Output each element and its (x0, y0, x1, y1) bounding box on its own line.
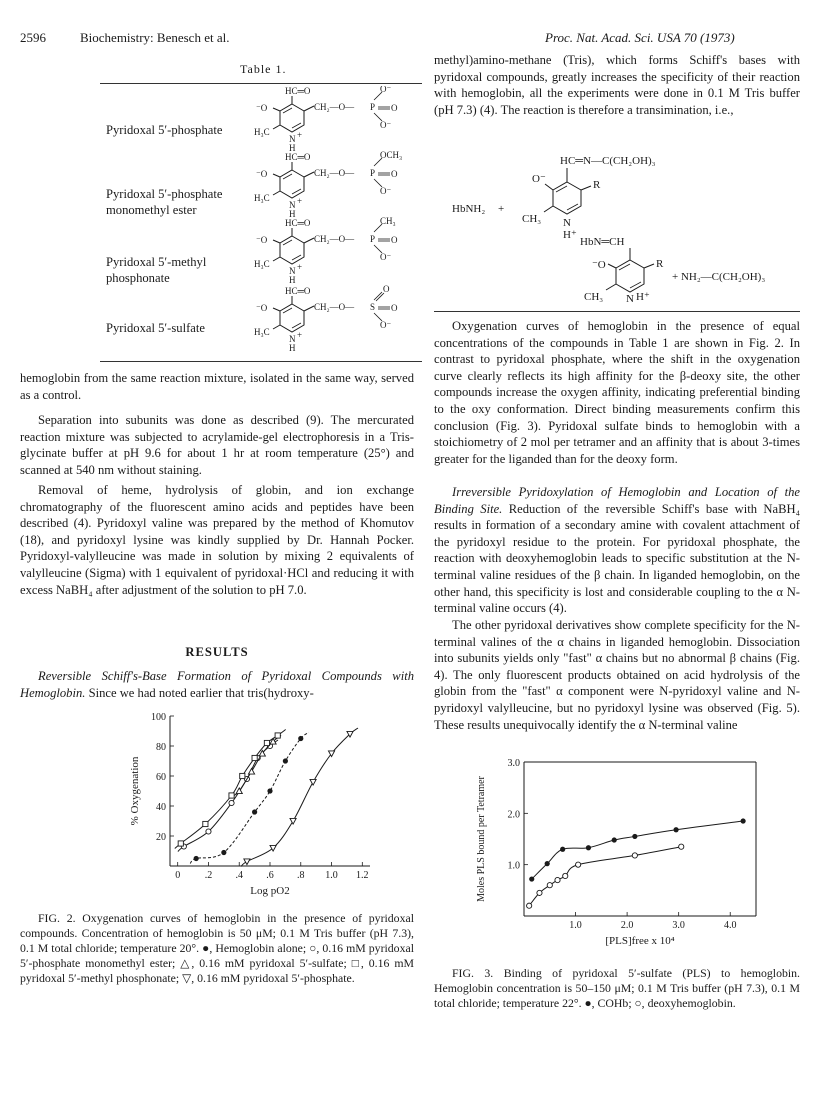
fig3-point-s0-2 (560, 847, 565, 852)
svg-text:P: P (370, 102, 376, 112)
compound-name-2: Pyridoxal 5′-phosphate monomethyl ester (106, 187, 223, 217)
svg-text:CH₂—O—: CH₂—O— (314, 102, 355, 112)
fig3-point-s0-0 (529, 876, 534, 881)
svg-text:N: N (289, 334, 296, 344)
svg-text:H⁺: H⁺ (636, 291, 650, 303)
svg-text:P: P (370, 234, 376, 244)
fig3-x-tick-label: 4.0 (723, 920, 737, 931)
fig2-point-s3-5 (264, 740, 269, 745)
fig3-x-tick-label: 1.0 (569, 920, 582, 931)
fig3-series-line-1 (529, 847, 681, 906)
compound-name-4: Pyridoxal 5′-sulfate (106, 321, 205, 335)
fig2-series-line-4 (241, 728, 358, 867)
svg-text:P: P (370, 168, 376, 178)
svg-text:O: O (391, 169, 398, 179)
table-structures (252, 86, 422, 358)
svg-text:HC═O: HC═O (285, 86, 311, 96)
fig3-point-s1-1 (537, 890, 542, 895)
svg-text:CH₂—O—: CH₂—O— (314, 302, 355, 312)
fig2-point-s0-5 (298, 736, 303, 741)
fig2-y-tick-label: 20 (156, 832, 166, 843)
left-paragraph-3: Removal of heme, hydrolysis of globin, and ion exchange chromatography of the fluorescent amino acids and peptides have been described (4). Pyridoxyl valine was prepared by the method of Khomutov (18), and pyridoxyl lysine was kindly supplied by Dr. Hannah Pocker. Pyridoxyl-valylleucine was made in solution by mixing 2 equivalents of valylleucine (Sigma) with 1 equivalent of pyridoxal·HCl and reducing it with excess NaBH₄ after adjustment of the solution to pH 7.0. (20, 483, 414, 597)
figure-2-caption: FIG. 2. Oxygenation curves of hemoglobin in the presence of pyridoxal compounds. Concentration of hemoglobin is 50 μM; 0.1 M Tris buffer (pH 7.3), 0.1 M total chloride; temperature 20°. ●, Hemoglobin alone; ○, 0.16 mM pyridoxal 5′-phosphate monomethyl ester; △, 0.16 mM pyridoxal 5′-sulfate; □, 0.16 mM pyridoxal 5′-methyl phosphonate; ▽, 0.16 mM pyridoxal 5′-phosphate. (20, 911, 414, 985)
running-title: Biochemistry: Benesch et al. (80, 30, 230, 45)
structure-monomethyl-ester (254, 150, 402, 219)
structure-methyl-phosphonate (254, 216, 398, 285)
fig3-y-tick-label: 3.0 (507, 758, 520, 769)
right-paragraph-3 (434, 484, 800, 617)
svg-text:CH₃: CH₃ (584, 291, 604, 303)
svg-text:⁻O: ⁻O (592, 259, 606, 271)
fig2-point-s0-3 (267, 788, 272, 793)
schiff-base-label: HC═N—C(CH₂OH)₃ (560, 155, 656, 167)
fig3-point-s0-5 (632, 834, 637, 839)
table-rule-bottom (100, 361, 422, 362)
fig2-point-s3-2 (229, 793, 234, 798)
fig2-x-tick-label: .8 (297, 870, 305, 881)
svg-text:O: O (391, 303, 398, 313)
svg-text:H: H (289, 209, 296, 219)
fig2-point-s4-0 (244, 859, 250, 865)
left-paragraph-2: Separation into subunits was done as described (9). The mercurated reaction mixture was subjected to acrylamide-gel electrophoresis in a Tris-glycinate buffer at pH 9.6 for about 1 hr at room temperature (25°) and scanned at 540 nm without staining. (20, 413, 414, 477)
right-paragraph-3-text: Reduction of the reversible Schiff's base with NaBH₄ results in formation of a secondary amine with covalent attachment of the pyridoxyl residue to the protein. For pyridoxal phosphate, the reaction with deoxyhemoglobin leads to specific substitution at the N-terminal valine residues of the β chain. In liganded hemoglobin, on the other hand, this specificity is lost and considerable coupling to the α N-terminal valine occurs (4). (434, 501, 800, 616)
fig3-x-tick-label: 3.0 (672, 920, 685, 931)
svg-text:O⁻: O⁻ (532, 173, 546, 185)
svg-text:⁻O: ⁻O (256, 103, 268, 113)
fig2-marks (175, 728, 358, 867)
table-title: Table 1. (240, 62, 287, 76)
fig3-x-axis-label: [PLS]free x 10⁴ (605, 935, 675, 947)
right-paragraph-4: The other pyridoxal derivatives show complete specificity for the N-terminal valines of the α chains in liganded hemoglobin. Dissociation into subunits yields only "fast" α chains but no abnormal β chains (Fig. 4). The only fluorescent products obtained on acid hydrolysis of the globin from the "fast" α component were N-pyridoxyl valine and N-pyridoxyl valylleucine, but no pyridoxyl lysine was observed (Fig. 5). These results unequivocally identify the α N-terminal valine (434, 618, 800, 732)
fig3-point-s1-0 (527, 903, 532, 908)
fig2-x-axis-label: Log pO2 (250, 885, 290, 897)
results-subheading-2: Irreversible Pyridoxylation of Hemoglobin and Location of the Binding Site. (434, 485, 800, 516)
product-schiff-label: HbN═CH (580, 236, 625, 248)
fig3-axes (508, 758, 757, 931)
fig2-point-s0-2 (252, 809, 257, 814)
svg-text:CH₂—O—: CH₂—O— (314, 234, 355, 244)
svg-text:HC═O: HC═O (285, 218, 311, 228)
svg-text:H₃C: H₃C (254, 259, 270, 269)
reaction-rule (434, 311, 800, 312)
fig3-marks (527, 818, 746, 908)
svg-text:O: O (391, 235, 398, 245)
svg-text:H: H (289, 343, 296, 353)
svg-text:H₃C: H₃C (254, 193, 270, 203)
results-heading: RESULTS (185, 645, 249, 659)
journal-citation: Proc. Nat. Acad. Sci. USA 70 (1973) (545, 30, 735, 45)
fig3-point-s1-3 (555, 877, 560, 882)
right-paragraph-1: methyl)amino-methane (Tris), which forms Schiff's bases with pyridoxal compounds, greatly increases the specificity of their reaction with hemoglobin, all the experiments were done in 0.1 M Tris buffer (pH 7.3) (4). The reaction is therefore a transimination, i.e., (434, 53, 800, 117)
plus-sign: + (498, 203, 505, 215)
structure-sulfate (254, 284, 398, 353)
svg-text:HC═O: HC═O (285, 152, 311, 162)
fig2-series-line-0 (190, 733, 309, 864)
table-rule-top (100, 83, 422, 84)
fig2-x-tick-label: .2 (204, 870, 213, 881)
svg-text:H₃C: H₃C (254, 327, 270, 337)
svg-text:+: + (297, 330, 303, 340)
fig2-point-s1-1 (206, 829, 211, 834)
svg-text:+: + (297, 196, 303, 206)
fig2-point-s1-2 (229, 800, 234, 805)
results-subheading-1: Reversible Schiff's-Base Formation of Pyridoxal Compounds with Hemoglobin. (20, 669, 414, 700)
structure-pyridoxal-phosphate (254, 86, 398, 153)
left-paragraph-4-text: Since we had noted earlier that tris(hydroxy- (85, 685, 314, 700)
svg-text:O⁻: O⁻ (380, 186, 392, 196)
fig3-point-s1-4 (563, 873, 568, 878)
fig2-x-tick-label: .4 (235, 870, 243, 881)
fig2-x-tick-label: .6 (266, 870, 274, 881)
svg-text:N: N (563, 217, 571, 229)
figure-2-chart (124, 704, 380, 904)
svg-text:O: O (383, 284, 390, 294)
page-number: 2596 (20, 30, 46, 45)
fig3-y-axis-label: Moles PLS bound per Tetramer (476, 776, 487, 902)
svg-text:OCH₃: OCH₃ (380, 150, 403, 160)
fig2-series-line-2 (233, 736, 281, 797)
svg-text:O⁻: O⁻ (380, 120, 392, 130)
reactant-hbnh2: HbNH₂ (452, 203, 486, 215)
tris-product-label: + NH₂—C(CH₂OH)₃ (672, 271, 766, 283)
fig2-y-axis-label: % Oxygenation (129, 756, 141, 826)
svg-text:+: + (297, 262, 303, 272)
svg-text:+: + (297, 130, 303, 140)
svg-text:N: N (289, 200, 296, 210)
figure-3-chart (470, 752, 770, 958)
fig2-y-tick-label: 60 (156, 772, 166, 783)
compound-name-3: Pyridoxal 5′-methyl phosphonate (106, 255, 207, 285)
fig3-point-s0-6 (673, 827, 678, 832)
fig2-y-tick-label: 80 (156, 742, 166, 753)
left-paragraph-1: hemoglobin from the same reaction mixture, isolated in the same way, served as a control. (20, 371, 414, 402)
svg-text:CH₃: CH₃ (522, 213, 542, 225)
fig3-point-s0-7 (741, 818, 746, 823)
fig2-y-tick-label: 40 (156, 802, 166, 813)
svg-text:N: N (289, 266, 296, 276)
reactant-pyridine-ring (553, 182, 581, 214)
fig2-point-s3-3 (240, 773, 245, 778)
svg-text:H: H (289, 143, 296, 153)
fig3-point-s0-1 (545, 861, 550, 866)
fig2-x-tick-label: 1.0 (325, 870, 338, 881)
svg-text:HC═O: HC═O (285, 286, 311, 296)
fig2-point-s4-3 (310, 779, 316, 785)
svg-text:CH₂—O—: CH₂—O— (314, 168, 355, 178)
svg-text:O: O (391, 103, 398, 113)
svg-text:H⁺: H⁺ (563, 229, 577, 241)
fig3-point-s1-6 (632, 853, 637, 858)
svg-text:R: R (593, 179, 601, 191)
svg-text:R: R (656, 258, 664, 270)
fig3-point-s0-4 (612, 837, 617, 842)
svg-text:N: N (289, 134, 296, 144)
fig3-x-tick-label: 2.0 (620, 920, 634, 931)
fig3-point-s1-2 (547, 883, 552, 888)
fig2-point-s3-0 (178, 841, 183, 846)
svg-text:S: S (370, 302, 376, 312)
fig2-point-s3-1 (203, 821, 208, 826)
svg-text:H: H (289, 275, 296, 285)
left-paragraph-4 (20, 668, 414, 701)
svg-text:O⁻: O⁻ (380, 320, 392, 330)
svg-text:⁻O: ⁻O (256, 303, 268, 313)
compound-name-1: Pyridoxal 5′-phosphate (106, 123, 223, 137)
transimination-reaction (440, 150, 800, 306)
svg-text:O⁻: O⁻ (380, 86, 392, 94)
fig2-point-s2-1 (248, 768, 254, 774)
fig2-point-s3-4 (252, 755, 257, 760)
right-paragraph-2: Oxygenation curves of hemoglobin in the presence of equal concentrations of the compounds in Table 1 are shown in Fig. 2. In contrast to pyridoxal phosphate, where the shift in the oxygenation curve clearly reflects its high affinity for the β-deoxy site, the other compounds increase the oxygen affinity, indicating preferential binding to the oxy conformation. Direct binding measurements confirm this conclusion (Fig. 3). Pyridoxal sulfate binds to hemoglobin with a stoichiometry of 2 mol per tetramer and an affinity that is about 3-times greater for the liganded than for the deoxy form. (434, 319, 800, 466)
fig2-y-tick-label: 100 (151, 712, 166, 723)
fig2-point-s0-0 (194, 856, 199, 861)
svg-text:O⁻: O⁻ (380, 252, 392, 262)
product-pyridine-ring (616, 260, 644, 292)
fig3-point-s1-7 (679, 844, 684, 849)
svg-text:CH₃: CH₃ (380, 216, 396, 226)
figure-3-caption: FIG. 3. Binding of pyridoxal 5′-sulfate (PLS) to hemoglobin. Hemoglobin concentration is 50–150 μM; 0.1 M Tris buffer (pH 7.3), 0.1 M total chloride; temperature 22°. ●, COHb; ○, deoxyhemoglobin. (434, 966, 800, 1010)
fig2-point-s3-6 (275, 733, 280, 738)
fig3-point-s1-5 (576, 862, 581, 867)
fig2-x-tick-label: 1.2 (356, 870, 369, 881)
svg-text:⁻O: ⁻O (256, 169, 268, 179)
svg-text:⁻O: ⁻O (256, 235, 268, 245)
svg-text:N: N (626, 293, 634, 305)
fig2-point-s0-1 (221, 850, 226, 855)
fig2-point-s0-4 (283, 758, 288, 763)
fig3-y-tick-label: 2.0 (507, 809, 520, 821)
fig3-point-s0-3 (586, 845, 591, 850)
fig3-y-tick-label: 1.0 (507, 860, 520, 872)
fig2-x-tick-label: 0 (175, 870, 181, 881)
svg-text:H₃C: H₃C (254, 127, 270, 137)
fig2-point-s4-2 (290, 818, 296, 824)
